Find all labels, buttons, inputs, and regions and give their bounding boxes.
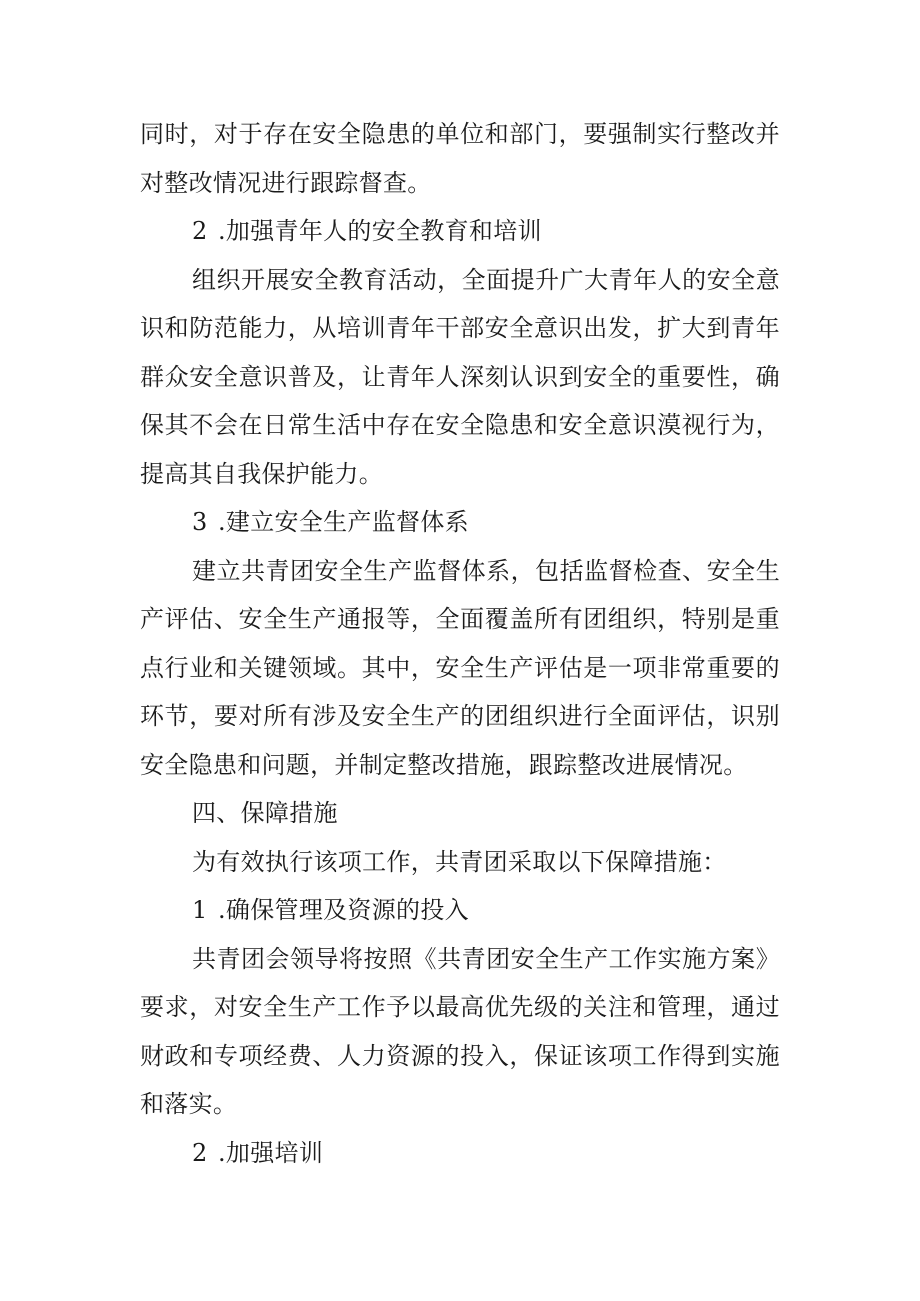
document-body <box>140 110 780 1177</box>
heading-text: 四、保障措施 <box>192 799 338 827</box>
heading-number: 3 <box>192 508 208 536</box>
paragraph-continuation: 同时，对于存在安全隐患的单位和部门，要强制实行整改并对整改情况进行跟踪督查。 <box>140 120 780 197</box>
heading-text: .加强青年人的安全教育和培训 <box>218 217 542 245</box>
section-heading-3 <box>140 498 780 547</box>
section-heading-1 <box>140 886 780 935</box>
paragraph-measures-intro: 为有效执行该项工作，共青团采取以下保障措施： <box>192 847 727 876</box>
heading-text: .确保管理及资源的投入 <box>218 896 469 924</box>
paragraph-resource-investment: 共青团会领导将按照《共青团安全生产工作实施方案》要求，对安全生产工作予以最高优先级的关注和管理，通过财政和专项经费、人力资源的投入，保证该项工作得到实施和落实。 <box>140 944 780 1118</box>
paragraph-safety-education: 组织开展安全教育活动，全面提升广大青年人的安全意识和防范能力，从培训青年干部安全意识出发，扩大到青年群众安全意识普及，让青年人深刻认识到安全的重要性，确保其不会在日常生活中存在安全隐患和安全意识漠视行为，提高其自我保护能力。 <box>140 265 780 488</box>
heading-text: .建立安全生产监督体系 <box>218 508 469 536</box>
paragraph-supervision-system: 建立共青团安全生产监督体系，包括监督检查、安全生产评估、安全生产通报等，全面覆盖所有团组织，特别是重点行业和关键领域。其中，安全生产评估是一项非常重要的环节，要对所有涉及安全生产的团组织进行全面评估，识别安全隐患和问题，并制定整改措施，跟踪整改进展情况。 <box>140 556 780 779</box>
section-heading-four <box>140 789 780 838</box>
heading-number: 2 <box>192 217 208 245</box>
heading-number: 2 <box>192 1138 208 1167</box>
heading-text: .加强培训 <box>218 1138 324 1167</box>
section-heading-2 <box>140 207 780 256</box>
heading-number: 1 <box>192 896 208 924</box>
section-heading-2b <box>140 1129 780 1178</box>
